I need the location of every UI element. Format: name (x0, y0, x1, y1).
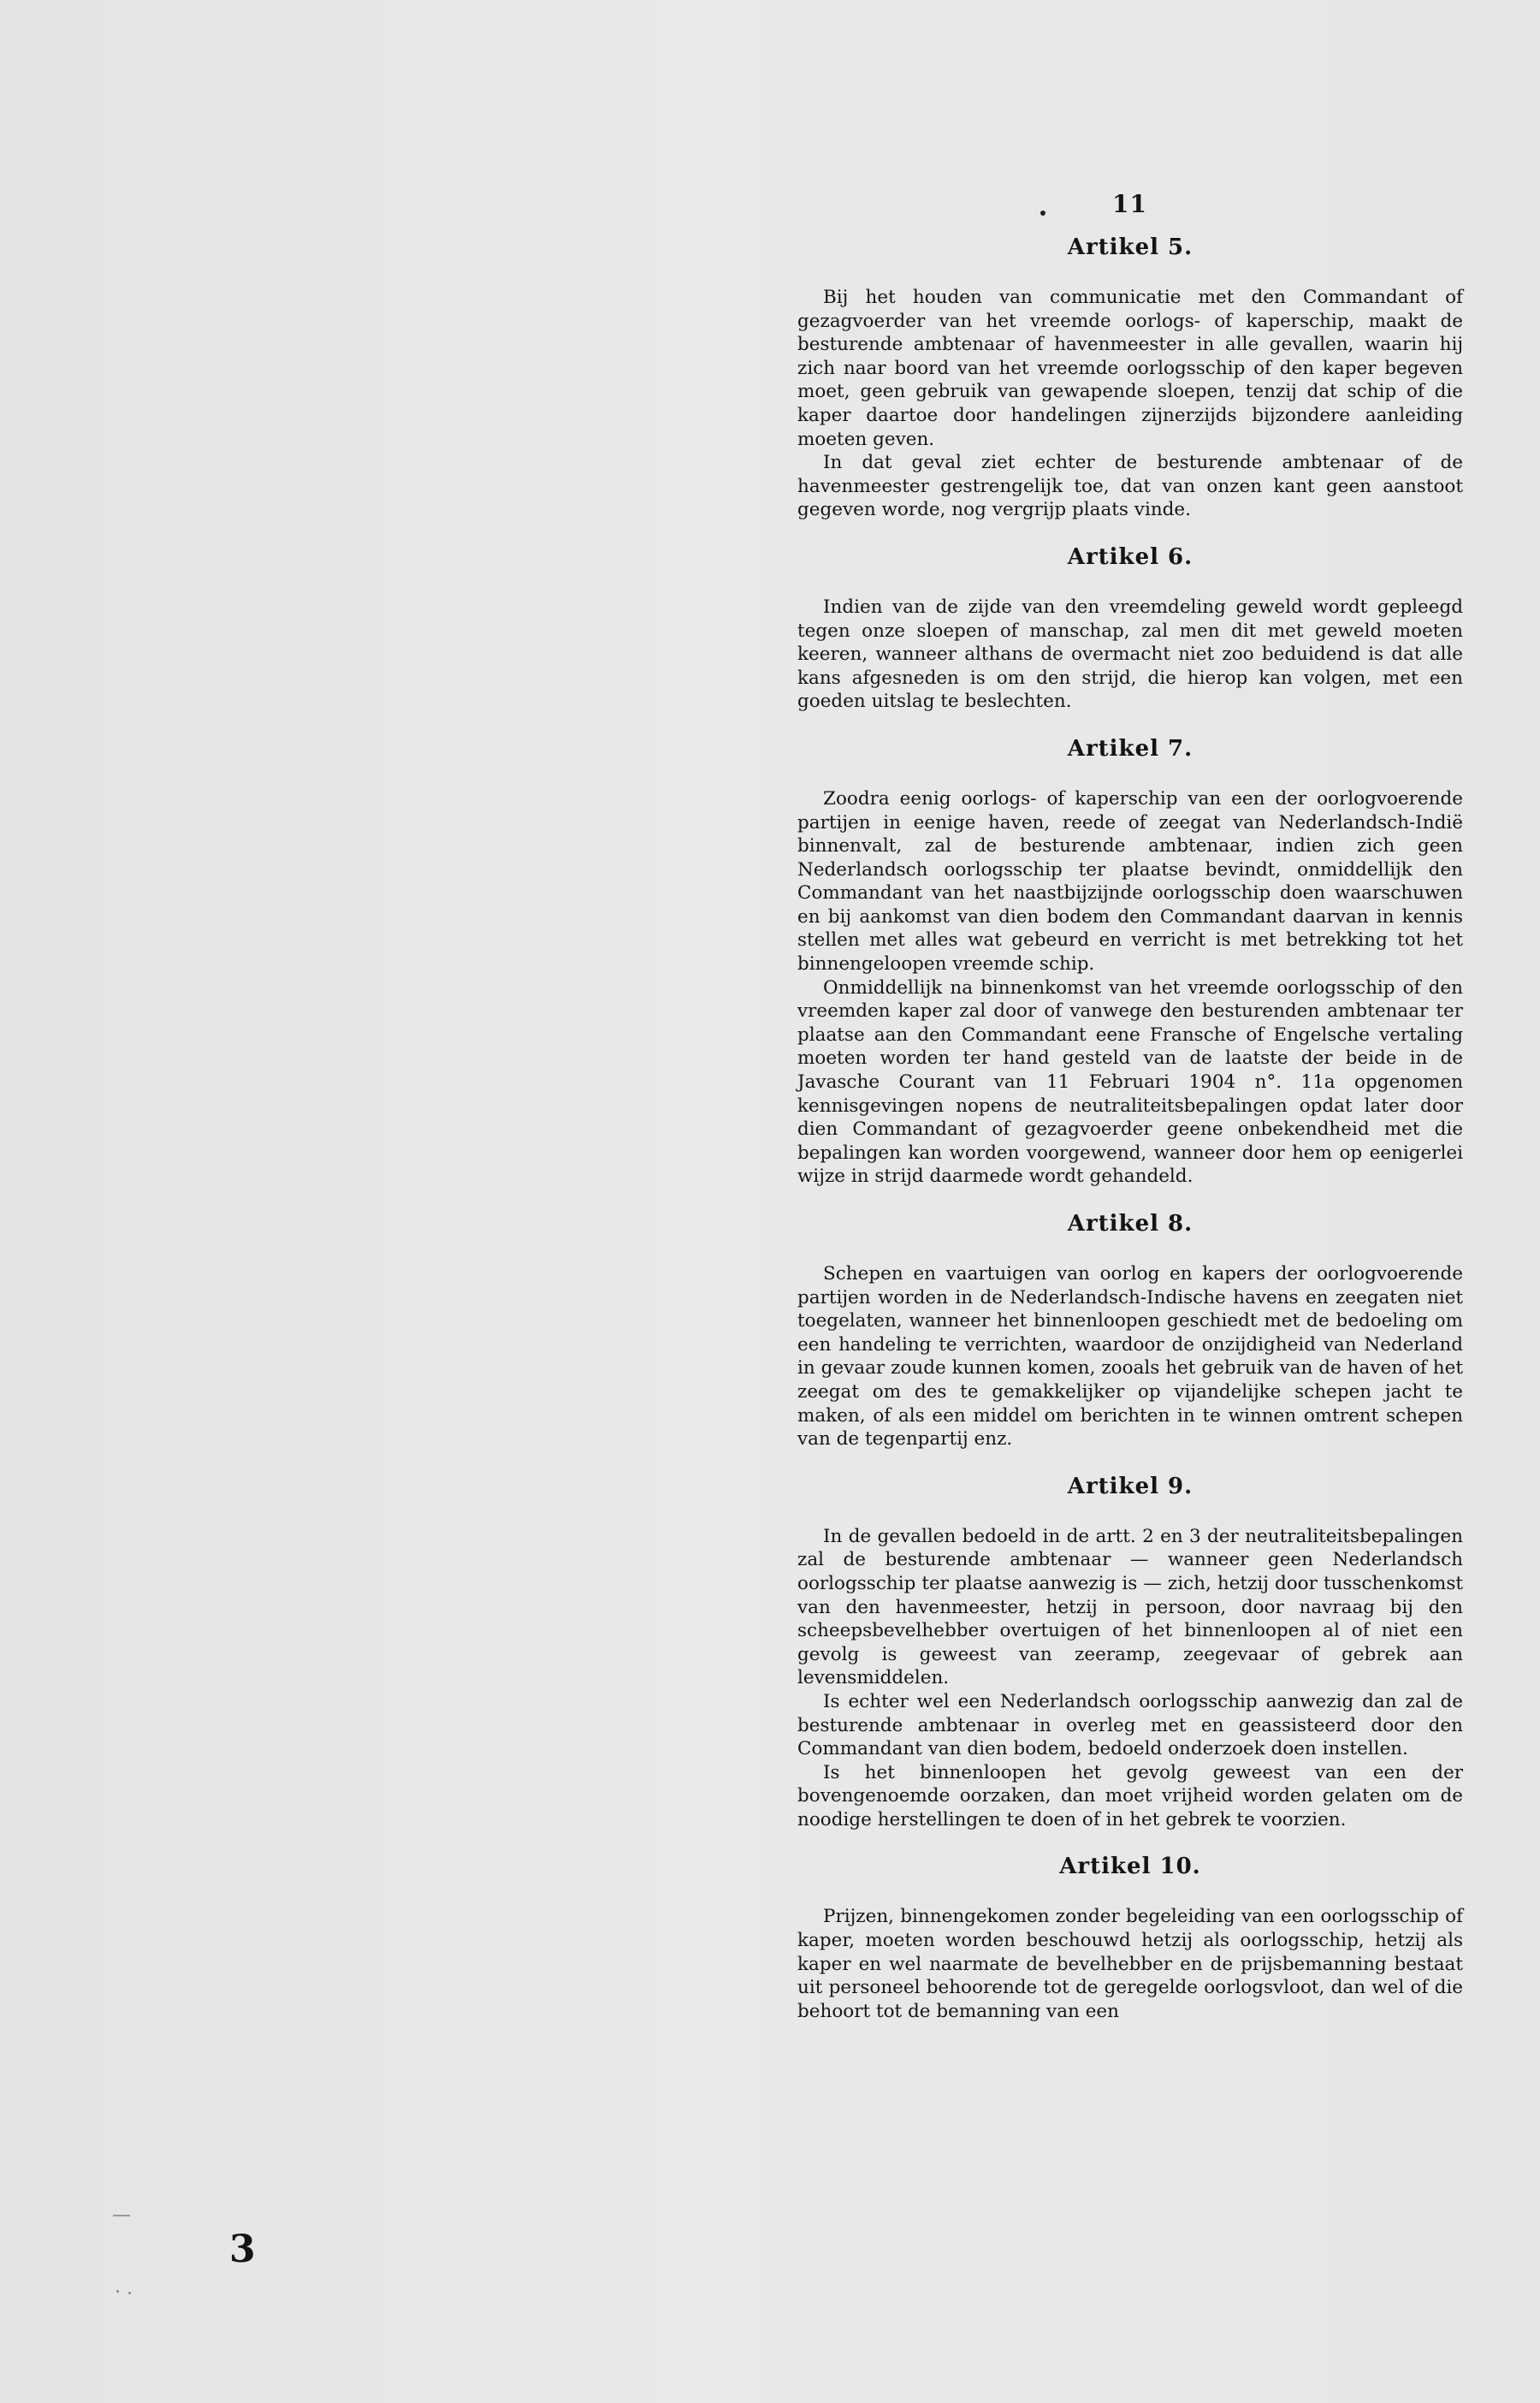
ink-dot (1040, 211, 1045, 216)
article-paragraph: Onmiddellijk na binnenkomst van het vreemde oorlogsschip of den vreemden kaper zal door of vanwege den besturenden ambtenaar ter plaatse aan den Commandant eene Fransche of Engelsche vertaling moeten worden ter hand gesteld van de laatste der beide in de Javasche Courant van 11 Februari 1904 n°. 11a opgenomen kennisgevingen nopens de neutraliteitsbepalingen opdat later door dien Commandant of gezagvoerder geene onbekendheid met die bepalingen kan worden voorgewend, wanneer door hem op eenigerlei wijze in strijd daarmede wordt gehandeld. (797, 976, 1463, 1188)
article-heading: Artikel 8. (1067, 1211, 1194, 1237)
margin-dot (116, 2290, 119, 2293)
article-paragraph: Bij het houden van communicatie met den Commandant of gezagvoerder van het vreemde oorlogs- of kaperschip, maakt de besturende ambtenaar of havenmeester in alle gevallen, waarin hij zich naar boord van het vreemde oorlogsschip of den kaper begeven moet, geen gebruik van gewapende sloepen, tenzij dat schip of die kaper daartoe door handelingen zijnerzijds bijzondere aanleiding moeten geven. (797, 287, 1463, 450)
article-paragraph: Is echter wel een Nederlandsch oorlogsschip aanwezig dan zal de besturende ambtenaar in overleg met en geassisteerd door den Commandant van dien bodem, bedoeld onderzoek doen instellen. (797, 1690, 1463, 1760)
section-gap (797, 714, 1463, 734)
page-number: 11 (1112, 190, 1147, 218)
text-column (797, 233, 1463, 2023)
section-gap (797, 1831, 1463, 1852)
section-gap (797, 1451, 1463, 1472)
article-section (797, 1852, 1463, 2023)
margin-dot (128, 2292, 131, 2294)
article-paragraph: In dat geval ziet echter de besturende ambtenaar of de havenmeester gestrengelijk toe, dat van onzen kant geen aanstoot gegeven worde, nog vergrijp plaats vinde. (797, 452, 1463, 521)
article-heading: Artikel 7. (1067, 735, 1194, 762)
article-paragraph: Is het binnenloopen het gevolg geweest van een der bovengenoemde oorzaken, dan moet vrijheid worden gelaten om de noodige herstellingen te doen of in het gebrek te voorzien. (797, 1761, 1463, 1830)
article-section (797, 543, 1463, 714)
section-gap (797, 522, 1463, 543)
gutter-number: 3 (229, 2228, 256, 2271)
article-paragraph: In de gevallen bedoeld in de artt. 2 en 3 der neutraliteitsbepalingen zal de besturende ambtenaar — wanneer geen Nederlandsch oorlogsschip ter plaatse aanwezig is — zich, hetzij door tusschenkomst van den havenmeester, hetzij in persoon, door navraag bij den scheepsbevelhebber overtuigen of het binnenloopen al of niet een gevolg is geweest van zeeramp, zeegevaar of gebrek aan levensmiddelen. (797, 1525, 1463, 1689)
article-heading: Artikel 6. (1067, 543, 1194, 570)
section-gap (797, 1189, 1463, 1209)
article-paragraph: Prijzen, binnengekomen zonder begeleiding van een oorlogsschip of kaper, moeten worden beschouwd hetzij als oorlogsschip, hetzij als kaper en wel naarmate de bevelhebber en de prijsbemanning bestaat uit personeel behoorende tot de geregelde oorlogsvloot, dan wel of die behoort tot de bemanning van een (797, 1906, 1463, 2022)
article-section (797, 1209, 1463, 1451)
article-paragraph: Zoodra eenig oorlogs- of kaperschip van een der oorlogvoerende partijen in eenige haven, reede of zeegat van Nederlandsch-Indië binnenvalt, zal de besturende ambtenaar, indien zich geen Nederlandsch oorlogsschip ter plaatse bevindt, onmiddellijk den Commandant van het naastbijzijnde oorlogsschip doen waarschuwen en bij aankomst van dien bodem den Commandant daarvan in kennis stellen met alles wat gebeurd en verricht is met betrekking tot het binnengeloopen vreemde schip. (797, 787, 1463, 976)
margin-mark (113, 2215, 130, 2216)
article-paragraph: Indien van de zijde van den vreemdeling geweld wordt gepleegd tegen onze sloepen of manschap, zal men dit met geweld moeten keeren, wanneer althans de overmacht niet zoo beduidend is dat alle kans afgesneden is om den strijd, die hierop kan volgen, met een goeden uitslag te beslechten. (797, 596, 1463, 713)
article-heading: Artikel 9. (1067, 1473, 1194, 1499)
article-heading: Artikel 10. (1059, 1854, 1201, 1880)
article-heading: Artikel 5. (1067, 234, 1194, 260)
article-section (797, 233, 1463, 522)
article-section (797, 1472, 1463, 1832)
article-paragraph: Schepen en vaartuigen van oorlog en kapers der oorlogvoerende partijen worden in de Nederlandsch-Indische havens en zeegaten niet toegelaten, wanneer het binnenloopen geschiedt met de bedoeling om een handeling te verrichten, waardoor de onzijdigheid van Nederland in gevaar zoude kunnen komen, zooals het gebruik van de haven of het zeegat om des te gemakkelijker op vijandelijke schepen jacht te maken, of als een middel om berichten in te winnen omtrent schepen van de tegenpartij enz. (797, 1263, 1463, 1451)
article-section (797, 734, 1463, 1189)
